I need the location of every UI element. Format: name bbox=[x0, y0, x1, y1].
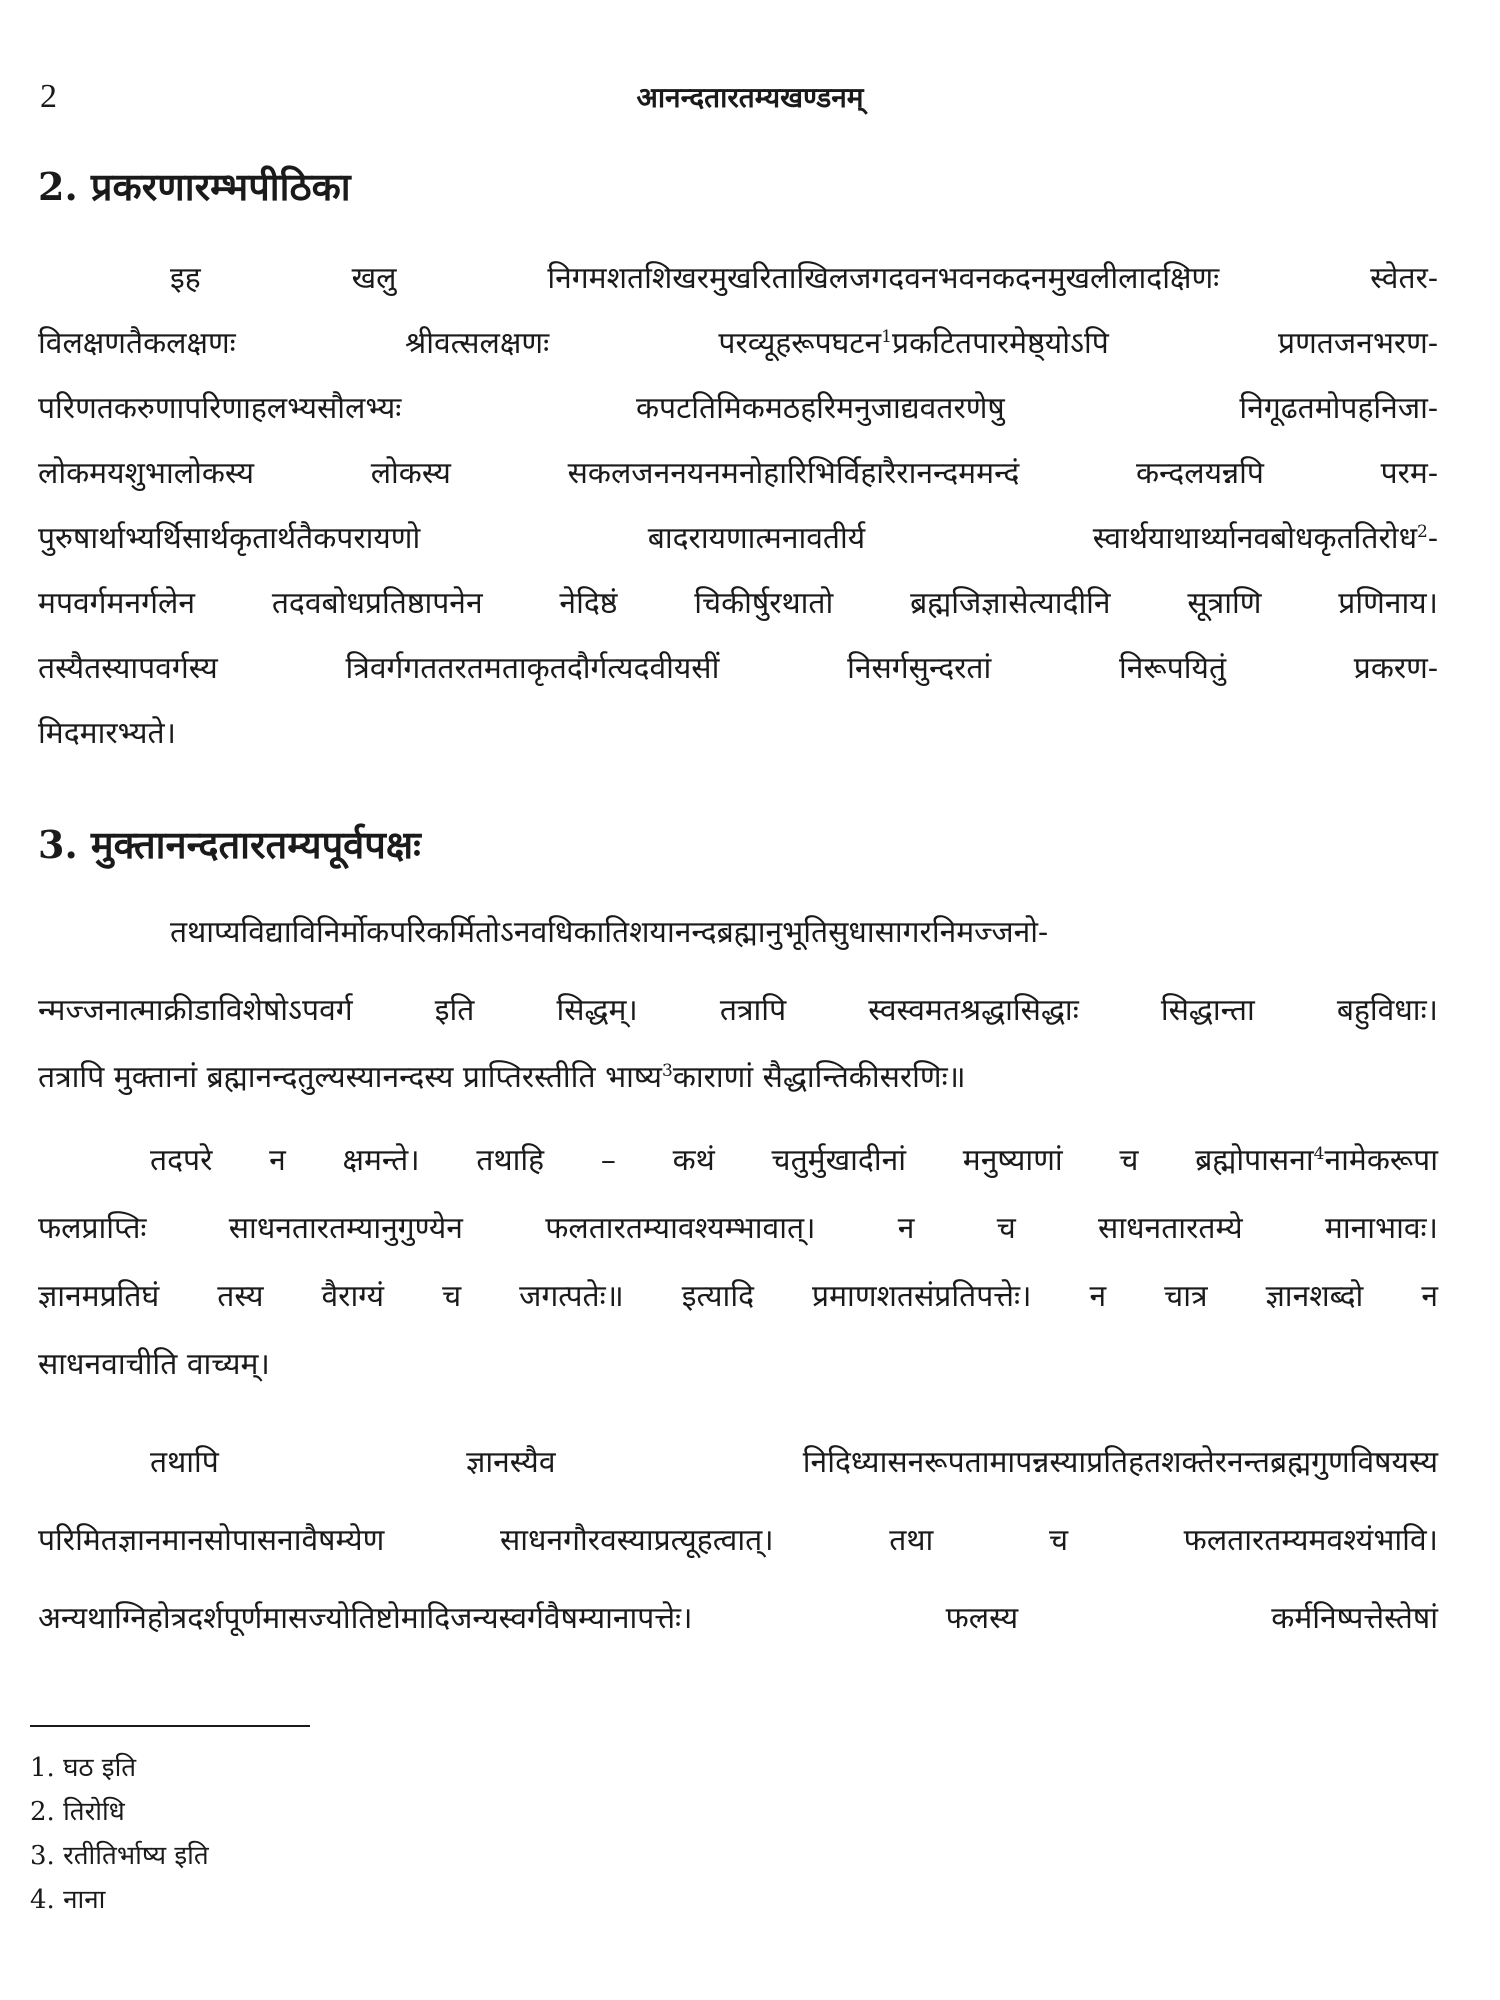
line-text: पुरुषार्थाभ्यर्थिसार्थकृतार्थतैकपरायणो बादरायणात्मनावतीर्य स्वार्थयाथार्थ्यानवबोधकृततिरोध bbox=[38, 521, 1418, 556]
page-number: 2 bbox=[40, 78, 57, 115]
line-text: नामेकरूपा bbox=[1324, 1143, 1438, 1178]
paragraph-line: साधनवाचीति वाच्यम्। bbox=[38, 1347, 270, 1382]
footnote-divider bbox=[30, 1725, 310, 1727]
footnote-marker: 2 bbox=[1417, 522, 1428, 542]
line-text: विलक्षणतैकलक्षणः श्रीवत्सलक्षणः परव्यूहरूपघटन bbox=[38, 326, 882, 361]
paragraph-line: मिदमारभ्यते। bbox=[38, 716, 176, 751]
paragraph-line bbox=[38, 1057, 966, 1099]
line-text: तदपरे न क्षमन्ते। तथाहि – कथं चतुर्मुखादीनां मनुष्याणां च ब्रह्मोपासना bbox=[150, 1143, 1314, 1178]
footnote: 4. नाना bbox=[30, 1885, 106, 1915]
paragraph-line: ज्ञानमप्रतिघं तस्य वैराग्यं च जगत्पतेः॥ इत्यादि प्रमाणशतसंप्रतिपत्तेः। न चात्र ज्ञानशब्दो न bbox=[38, 1279, 1438, 1314]
footnote: 2. तिरोधि bbox=[30, 1797, 125, 1827]
paragraph-line: तस्यैतस्यापवर्गस्य त्रिवर्गगततरतमताकृतदौर्गत्यदवीयसीं निसर्गसुन्दरतां निरूपयितुं प्रकरण- bbox=[38, 651, 1438, 686]
paragraph-line: फलप्राप्तिः साधनतारतम्यानुगुण्येन फलतारतम्यावश्यम्भावात्। न च साधनतारतम्ये मानाभावः। bbox=[38, 1211, 1438, 1246]
line-text: - bbox=[1427, 521, 1438, 556]
footnote-marker: 3 bbox=[661, 1061, 673, 1081]
paragraph-line: इह खलु निगमशतशिखरमुखरिताखिलजगदवनभवनकदनमुखलीलादक्षिणः स्वेतर- bbox=[170, 261, 1438, 296]
paragraph-line: तथापि ज्ञानस्यैव निदिध्यासनरूपतामापन्नस्याप्रतिहतशक्तेरनन्तब्रह्मगुणविषयस्य bbox=[150, 1445, 1438, 1480]
line-text: प्रकटितपारमेष्ठ्योऽपि प्रणतजनभरण- bbox=[892, 326, 1439, 361]
section-heading-2: 2. प्रकरणारम्भपीठिका bbox=[38, 164, 351, 209]
paragraph-line: अन्यथाग्निहोत्रदर्शपूर्णमासज्योतिष्टोमादिजन्यस्वर्गवैषम्यानापत्तेः। फलस्य कर्मनिष्पत्तेस्तेषां bbox=[38, 1601, 1438, 1636]
section-heading-3: 3. मुक्तानन्दतारतम्यपूर्वपक्षः bbox=[38, 822, 421, 867]
paragraph-line: लोकमयशुभालोकस्य लोकस्य सकलजननयनमनोहारिभिर्विहारैरानन्दममन्दं कन्दलयन्नपि परम- bbox=[38, 456, 1438, 491]
paragraph-line: परिणतकरुणापरिणाहलभ्यसौलभ्यः कपटतिमिकमठहरिमनुजाद्यवतरणेषु निगूढतमोपहनिजा- bbox=[38, 391, 1438, 426]
footnote-marker: 4 bbox=[1313, 1144, 1325, 1164]
footnote: 3. रतीतिर्भाष्य इति bbox=[30, 1841, 209, 1871]
footnote-marker: 1 bbox=[881, 327, 892, 347]
footnote: 1. घठ इति bbox=[30, 1753, 137, 1783]
running-title: आनन्दतारतम्यखण्डनम् bbox=[636, 81, 864, 114]
line-text: तत्रापि मुक्तानां ब्रह्मानन्दतुल्यस्यानन्दस्य प्राप्तिरस्तीति भाष्य bbox=[38, 1060, 662, 1095]
paragraph-line: न्मज्जनात्माक्रीडाविशेषोऽपवर्ग इति सिद्धम्। तत्रापि स्वस्वमतश्रद्धासिद्धाः सिद्धान्ता बहुविधाः। bbox=[38, 993, 1438, 1028]
paragraph-line: तथाप्यविद्याविनिर्मोकपरिकर्मितोऽनवधिकातिशयानन्दब्रह्मानुभूतिसुधासागरनिमज्जनो- bbox=[170, 915, 1049, 950]
paragraph-line: परिमितज्ञानमानसोपासनावैषम्येण साधनगौरवस्याप्रत्यूहत्वात्। तथा च फलतारतम्यमवश्यंभावि। bbox=[38, 1523, 1438, 1558]
paragraph-line bbox=[38, 323, 1438, 365]
paragraph-line: मपवर्गमनर्गलेन तदवबोधप्रतिष्ठापनेन नेदिष्ठं चिकीर्षुरथातो ब्रह्मजिज्ञासेत्यादीनि सूत्राणि प्रणिनाय। bbox=[38, 586, 1438, 621]
paragraph-line bbox=[38, 518, 1438, 560]
line-text: काराणां सैद्धान्तिकीसरणिः॥ bbox=[672, 1060, 966, 1095]
paragraph-line bbox=[150, 1140, 1438, 1182]
